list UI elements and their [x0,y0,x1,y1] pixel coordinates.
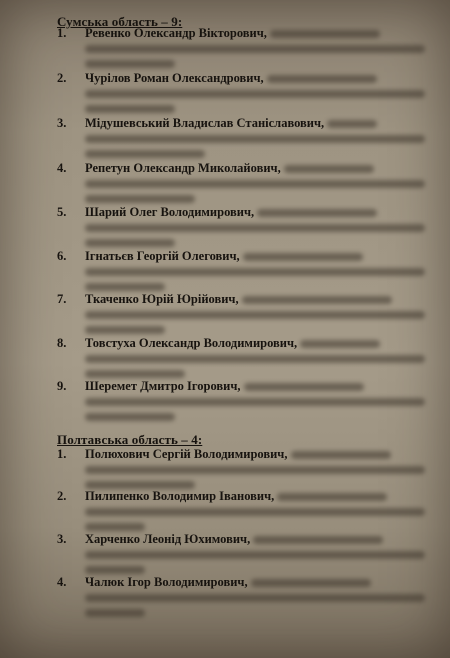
list-item [57,532,437,577]
redacted-text [85,370,185,378]
redacted-text [244,383,364,391]
redacted-text [85,180,425,188]
redacted-text [85,268,425,276]
list-item [57,336,437,381]
redacted-text [251,579,371,587]
person-name: Харченко Леонід Юхимович, [85,532,251,546]
item-number: 3. [57,116,67,130]
item-number: 2. [57,489,67,503]
redacted-text [85,90,425,98]
redacted-text [85,355,425,363]
redacted-text [85,195,195,203]
redacted-text [243,253,363,261]
item-number: 1. [57,447,67,461]
redacted-text [284,165,374,173]
item-number: 9. [57,379,67,393]
redacted-text [85,105,175,113]
redacted-text [277,493,387,501]
redacted-text [327,120,377,128]
list-item [57,249,437,294]
list-item [57,447,437,492]
redacted-text [85,60,175,68]
person-name: Полюхович Сергій Володимирович, [85,447,288,461]
list-item [57,71,437,116]
redacted-text [85,224,425,232]
redacted-text [85,466,425,474]
list-item [57,116,437,161]
person-name: Чурілов Роман Олександрович, [85,71,264,85]
list-item [57,205,437,250]
list-item [57,26,437,71]
redacted-text [85,566,145,574]
item-number: 3. [57,532,67,546]
redacted-text [85,135,425,143]
section-title-sumy: Сумська область – 9: [57,14,183,29]
redacted-text [85,326,165,334]
person-name: Репетун Олександр Миколайович, [85,161,281,175]
person-name: Шеремет Дмитро Ігорович, [85,379,241,393]
person-name: Шарий Олег Володимирович, [85,205,255,219]
person-name: Ткаченко Юрій Юрійович, [85,292,239,306]
redacted-text [267,75,377,83]
redacted-text [85,609,145,617]
redacted-text [85,594,425,602]
person-name: Мідушевський Владислав Станіславович, [85,116,325,130]
list-item [57,161,437,206]
redacted-text [85,551,425,559]
redacted-text [85,398,425,406]
item-number: 6. [57,249,67,263]
redacted-text [85,413,175,421]
redacted-text [257,209,377,217]
section-title-poltava: Полтавська область – 4: [57,432,203,447]
redacted-text [85,283,165,291]
item-number: 8. [57,336,67,350]
person-name: Товстуха Олександр Володимирович, [85,336,298,350]
redacted-text [85,45,425,53]
item-number: 4. [57,161,67,175]
list-item [57,575,437,620]
item-number: 5. [57,205,67,219]
person-name: Ігнатьєв Георгій Олегович, [85,249,240,263]
person-name: Пилипенко Володимир Іванович, [85,489,275,503]
redacted-text [85,239,175,247]
redacted-text [85,311,425,319]
item-number: 2. [57,71,67,85]
redacted-text [85,508,425,516]
person-name: Чалюк Ігор Володимирович, [85,575,248,589]
item-number: 7. [57,292,67,306]
redacted-text [300,340,380,348]
redacted-text [242,296,392,304]
item-number: 4. [57,575,67,589]
redacted-text [85,150,205,158]
redacted-text [291,451,391,459]
list-item [57,489,437,534]
list-item [57,292,437,337]
redacted-text [270,30,380,38]
item-number: 1. [57,26,67,40]
list-item [57,379,437,424]
redacted-text [253,536,383,544]
person-name: Ревенко Олександр Вікторович, [85,26,267,40]
redacted-text [85,523,145,531]
